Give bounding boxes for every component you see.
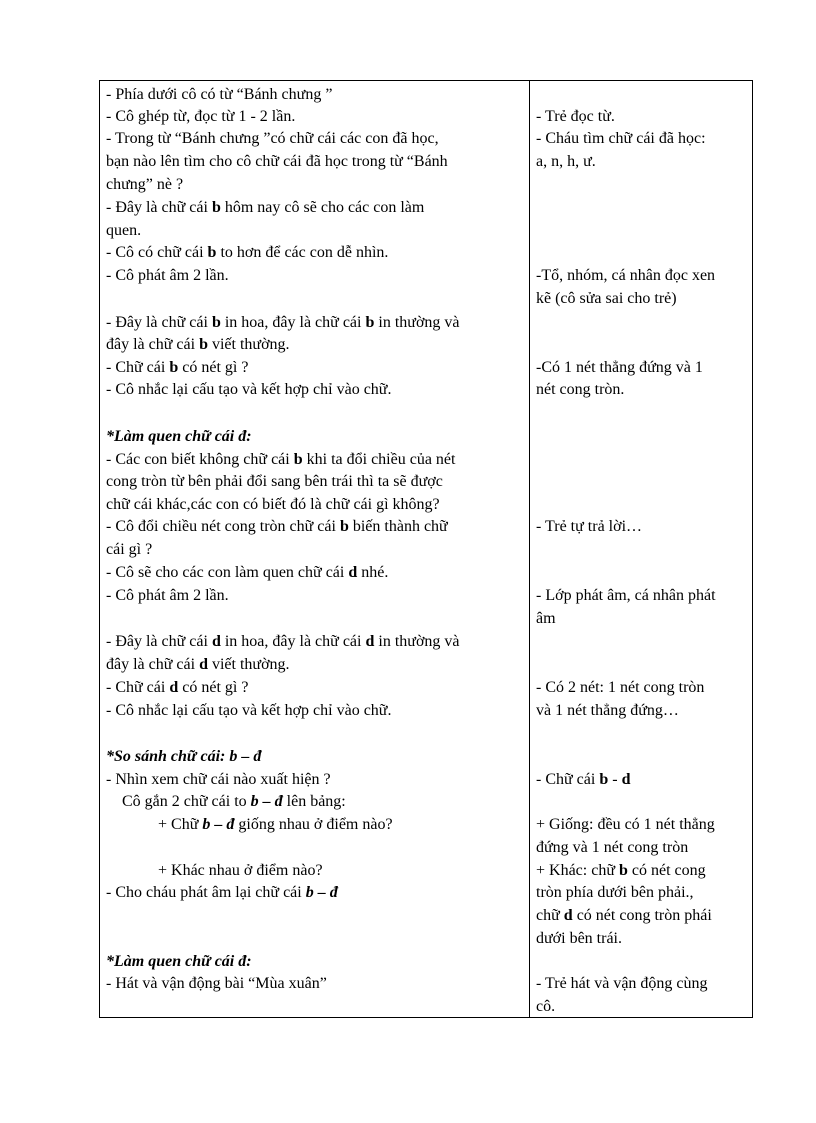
left-line: đây là chữ cái b viết thường. <box>106 336 290 353</box>
right-line: âm <box>536 610 556 627</box>
left-line: - Cô nhắc lại cấu tạo và kết hợp chỉ vào chữ. <box>106 702 392 719</box>
left-line: - Đây là chữ cái d in hoa, đây là chữ cái d in thường và <box>106 633 460 650</box>
section-heading: *Làm quen chữ cái đ: <box>106 428 252 445</box>
section-heading: *Làm quen chữ cái đ: <box>106 953 252 970</box>
left-line: cong tròn từ bên phải đổi sang bên trái thì ta sẽ được <box>106 473 443 490</box>
left-line: - Cô phát âm 2 lần. <box>106 587 229 604</box>
right-line: - Trẻ tự trả lời… <box>536 518 643 535</box>
left-line: - Các con biết không chữ cái b khi ta đổi chiều của nét <box>106 451 456 468</box>
right-line: dưới bên trái. <box>536 930 622 947</box>
right-line: + Giống: đều có 1 nét thẳng <box>536 816 715 833</box>
right-line: kẽ (cô sửa sai cho trẻ) <box>536 290 677 307</box>
left-line: - Cô đổi chiều nét cong tròn chữ cái b biến thành chữ <box>106 518 448 535</box>
section-heading: *So sánh chữ cái: b – đ <box>106 748 262 765</box>
left-line: chữ cái khác,các con có biết đó là chữ cái gì không? <box>106 496 440 513</box>
right-line: chữ d có nét cong tròn phái <box>536 907 712 924</box>
lesson-table <box>99 80 753 1018</box>
left-line: - Đây là chữ cái b in hoa, đây là chữ cái b in thường và <box>106 314 460 331</box>
right-line: + Khác: chữ b có nét cong <box>536 862 706 879</box>
left-line: + Khác nhau ở điểm nào? <box>158 862 323 879</box>
right-line: đứng và 1 nét cong tròn <box>536 839 689 856</box>
right-line: - Trẻ hát và vận động cùng <box>536 975 708 992</box>
left-line: cái gì ? <box>106 541 153 558</box>
right-line: và 1 nét thẳng đứng… <box>536 702 679 719</box>
left-line: - Chữ cái b có nét gì ? <box>106 359 249 376</box>
right-line: -Tổ, nhóm, cá nhân đọc xen <box>536 267 716 284</box>
right-line: tròn phía dưới bên phải., <box>536 884 694 901</box>
left-line: Cô gắn 2 chữ cái to b – đ lên bảng: <box>122 793 346 810</box>
left-line: - Chữ cái d có nét gì ? <box>106 679 249 696</box>
left-line: - Đây là chữ cái b hôm nay cô sẽ cho các con làm <box>106 199 425 216</box>
left-line: - Trong từ “Bánh chưng ”có chữ cái các con đã học, <box>106 130 439 147</box>
left-line: chưng” nè ? <box>106 176 184 193</box>
left-line: bạn nào lên tìm cho cô chữ cái đã học trong từ “Bánh <box>106 153 448 170</box>
right-line: - Có 2 nét: 1 nét cong tròn <box>536 679 705 696</box>
right-line: a, n, h, ư. <box>536 153 596 170</box>
left-line: - Cô sẽ cho các con làm quen chữ cái d nhé. <box>106 564 389 581</box>
left-line: - Cho cháu phát âm lại chữ cái b – đ <box>106 884 338 901</box>
right-line: - Cháu tìm chữ cái đã học: <box>536 130 706 147</box>
left-line: - Cô nhắc lại cấu tạo và kết hợp chỉ vào chữ. <box>106 381 392 398</box>
left-line: - Nhìn xem chữ cái nào xuất hiện ? <box>106 771 331 788</box>
right-line: nét cong tròn. <box>536 381 625 398</box>
left-line: quen. <box>106 222 142 239</box>
left-line: - Cô phát âm 2 lần. <box>106 267 229 284</box>
right-line: - Lớp phát âm, cá nhân phát <box>536 587 716 604</box>
column-divider <box>529 81 530 1017</box>
right-line: - Trẻ đọc từ. <box>536 108 615 125</box>
right-line: - Chữ cái b - d <box>536 771 631 788</box>
left-line: đây là chữ cái d viết thường. <box>106 656 290 673</box>
right-line: cô. <box>536 998 556 1015</box>
left-line: - Phía dưới cô có từ “Bánh chưng ” <box>106 86 333 103</box>
left-line: - Cô ghép từ, đọc từ 1 - 2 lần. <box>106 108 296 125</box>
left-line: - Hát và vận động bài “Mùa xuân” <box>106 975 327 992</box>
left-line: - Cô có chữ cái b to hơn để các con dễ nhìn. <box>106 244 389 261</box>
left-line: + Chữ b – đ giống nhau ở điểm nào? <box>158 816 393 833</box>
right-line: -Có 1 nét thẳng đứng và 1 <box>536 359 703 376</box>
